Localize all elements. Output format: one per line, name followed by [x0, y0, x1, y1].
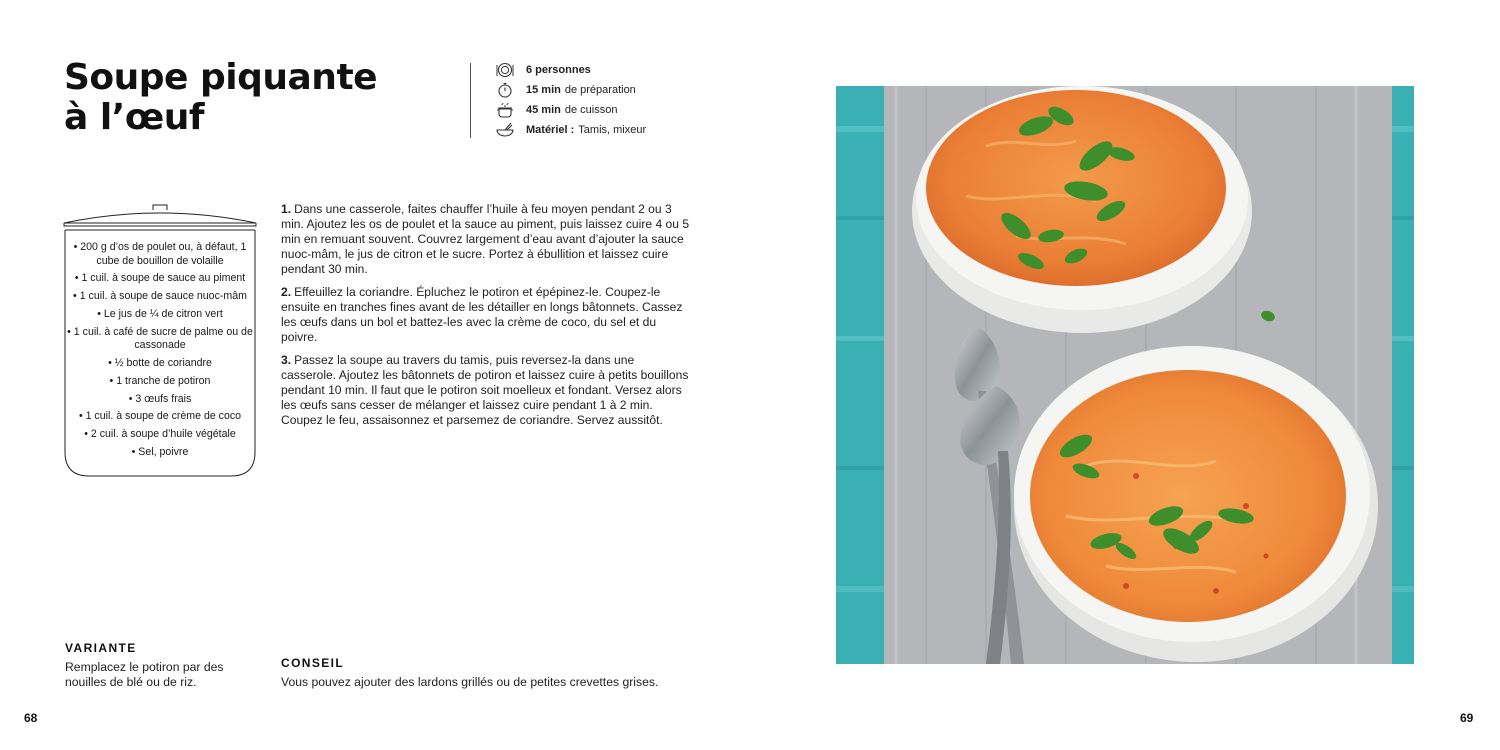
ingredient-item: • 3 œufs frais [128, 392, 192, 405]
ingredient-item: • Sel, poivre [131, 446, 189, 458]
ingredient-item: • 2 cuil. à soupe d’huile végétale [84, 428, 236, 441]
step-number: 3. [281, 353, 292, 367]
meta-cook [496, 100, 646, 120]
page-number-right: 69 [1460, 711, 1474, 725]
ingredient-item: • 1 cuil. à café de sucre de palme ou de cassonade [67, 325, 253, 352]
cook-time: 45 min [526, 104, 561, 116]
conseil-text: Vous pouvez ajouter des lardons grillés ou de petites crevettes grises. [281, 675, 659, 689]
equipment-value: Tamis, mixeur [578, 124, 647, 136]
ingredient-item: • 1 tranche de potiron [109, 374, 211, 387]
recipe-steps [281, 202, 691, 436]
title-line-2: à l’œuf [64, 97, 205, 138]
cook-label: de cuisson [564, 104, 618, 116]
variante-text: Remplacez le potiron par des nouilles de blé ou de riz. [65, 660, 224, 689]
ingredient-item: • 1 cuil. à soupe de crème de coco [78, 410, 242, 423]
recipe-title [64, 58, 377, 138]
page-number-left: 68 [24, 711, 38, 725]
servings-value: 6 personnes [526, 64, 591, 76]
conseil-label: CONSEIL [281, 656, 345, 670]
step-text: Effeuillez la coriandre. Épluchez le potiron et épépinez-le. Coupez-le ensuite en tranches fines avant de les détailler en longs bâtonnets. Cassez les œufs dans un bol et battez-les avec la crème de coco, du sel et du poivre. [281, 285, 683, 344]
step-2 [281, 285, 691, 345]
ingredient-item: • 1 cuil. à soupe de sauce au piment [74, 272, 246, 285]
variante-label: VARIANTE [65, 641, 137, 655]
ingredient-item: • 1 cuil. à soupe de sauce nuoc-mâm [73, 290, 247, 303]
step-number: 1. [281, 202, 292, 216]
step-3 [281, 353, 691, 428]
recipe-meta [496, 60, 646, 140]
prep-label: de préparation [564, 84, 636, 96]
step-text: Passez la soupe au travers du tamis, puis reversez-la dans une casserole. Ajoutez les bâtonnets de potiron et laissez cuire à petits bouillons pendant 10 min. Il faut que le potiron soit moelleux et fondant. Versez alors les œufs sans cesser de mélanger et laissez cuire pendant 1 à 2 min. Coupez le feu, assaisonnez et parsemez de coriandre. Servez aussitôt. [281, 353, 689, 427]
step-text: Dans une casserole, faites chauffer l’huile à feu moyen pendant 2 ou 3 min. Ajoutez les os de poulet et la sauce au piment, puis laissez cuire 4 ou 5 min en remuant souvent. Couvrez largement d’eau avant d’ajouter la sauce nuoc-mâm, le jus de citron et le sucre. Portez à ébullition et laissez cuire pendant 30 min. [281, 202, 690, 276]
ingredient-item: • ½ botte de coriandre [108, 357, 212, 370]
prep-time: 15 min [526, 84, 561, 96]
ingredients-list [66, 241, 254, 464]
ingredient-item: • Le jus de ¼ de citron vert [97, 307, 223, 320]
timer-icon [496, 82, 514, 98]
whisk-bowl-icon [496, 122, 514, 138]
meta-prep [496, 80, 646, 100]
soup-photo [836, 86, 1414, 664]
step-1 [281, 202, 691, 277]
soup-illustration [836, 86, 1414, 664]
pot-icon [496, 102, 514, 118]
meta-servings [496, 60, 646, 80]
step-number: 2. [281, 285, 292, 299]
title-line-1: Soupe piquante [64, 57, 378, 98]
title-divider [470, 63, 471, 138]
ingredient-item: • 200 g d’os de poulet ou, à défaut, 1 cube de bouillon de volaille [73, 241, 247, 267]
plate-icon [496, 62, 514, 78]
meta-equipment [496, 120, 646, 140]
equipment-label: Matériel : [526, 124, 575, 136]
